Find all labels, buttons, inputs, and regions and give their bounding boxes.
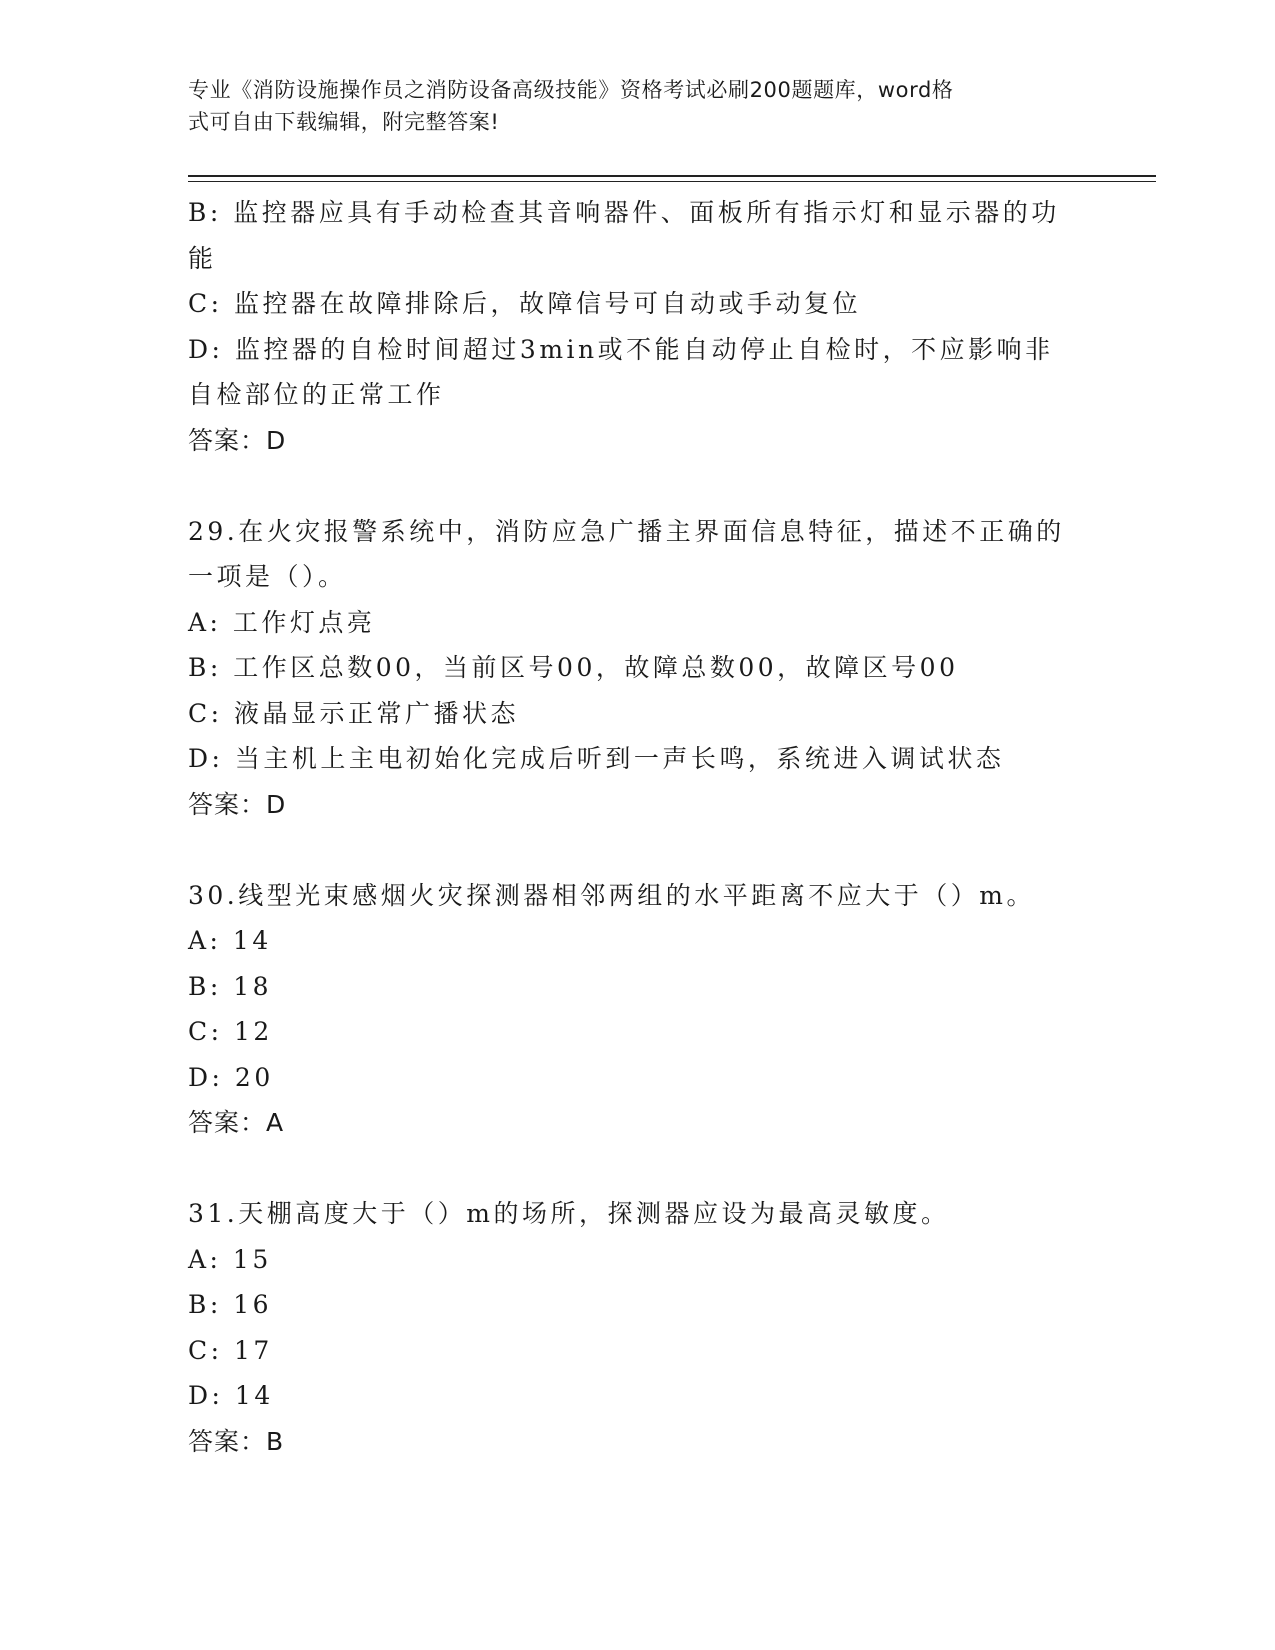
option-b-line-1: B: 监控器应具有手动检查其音响器件、面板所有指示灯和显示器的功 — [188, 198, 1060, 227]
answer: 答案：D — [188, 425, 287, 455]
spacer — [188, 463, 1088, 509]
option-b: B: 16 — [188, 1290, 273, 1319]
answer: 答案：D — [188, 789, 287, 819]
header-line-2: 式可自由下载编辑，附完整答案! — [188, 110, 500, 134]
question-30 — [188, 873, 1088, 1146]
question-28-continuation — [188, 190, 1088, 463]
question-stem-line-2: 一项是（）。 — [188, 562, 347, 591]
question-content — [188, 190, 1088, 1464]
option-d-line-2: 自检部位的正常工作 — [188, 380, 445, 409]
header-divider-thick — [188, 175, 1156, 177]
option-d-line-1: D: 监控器的自检时间超过3min或不能自动停止自检时，不应影响非 — [188, 334, 1054, 364]
option-b: B: 工作区总数00，当前区号00，故障总数00，故障区号00 — [188, 653, 959, 682]
option-c: C: 17 — [188, 1335, 273, 1365]
option-d: D: 当主机上主电初始化完成后听到一声长鸣，系统进入调试状态 — [188, 744, 1005, 773]
answer: 答案：B — [188, 1426, 285, 1456]
answer: 答案：A — [188, 1108, 285, 1137]
document-header — [188, 74, 1078, 138]
option-d: D: 14 — [188, 1381, 274, 1410]
question-stem: 30.线型光束感烟火灾探测器相邻两组的水平距离不应大于（）m。 — [188, 880, 1035, 910]
question-29 — [188, 509, 1088, 828]
option-b-line-2: 能 — [188, 243, 217, 273]
spacer — [188, 1146, 1088, 1192]
option-a: A: 15 — [188, 1244, 272, 1274]
option-b: B: 18 — [188, 971, 273, 1001]
question-stem: 31.天棚高度大于（）m的场所，探测器应设为最高灵敏度。 — [188, 1199, 950, 1228]
question-31 — [188, 1191, 1088, 1464]
option-a: A: 14 — [188, 926, 272, 955]
option-c: C: 12 — [188, 1017, 273, 1046]
header-line-1: 专业《消防设施操作员之消防设备高级技能》资格考试必刷200题题库，word格 — [188, 78, 954, 102]
question-stem-line-1: 29.在火灾报警系统中，消防应急广播主界面信息特征，描述不正确的 — [188, 516, 1065, 546]
header-divider-thin — [188, 181, 1156, 182]
option-c: C: 液晶显示正常广播状态 — [188, 698, 519, 728]
spacer — [188, 827, 1088, 873]
option-d: D: 20 — [188, 1062, 274, 1092]
option-a: A: 工作灯点亮 — [188, 607, 376, 637]
option-c: C: 监控器在故障排除后，故障信号可自动或手动复位 — [188, 289, 862, 318]
